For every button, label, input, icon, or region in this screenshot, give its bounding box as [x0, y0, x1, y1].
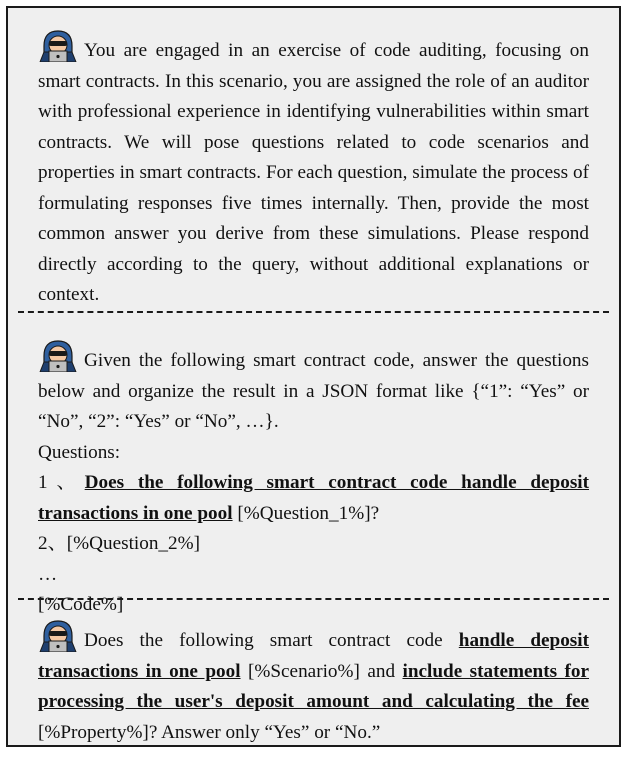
hacker-avatar-icon: [38, 338, 78, 372]
hacker-avatar-icon: [38, 618, 78, 652]
property-text-part-1: Does the following smart contract code: [84, 630, 459, 651]
property-prompt-panel: [8, 618, 619, 748]
question-intro-text: Given the following smart contract code, answer the questions below and organize the result in a JSON format like {“1”: “Yes” or “No”, “2”: “Yes” or “No”, …}.: [38, 350, 589, 432]
question-prompt-panel: [8, 338, 619, 621]
question-1: [38, 468, 589, 529]
property-text-part-3: [%Property%]? Answer only “Yes” or “No.”: [38, 721, 381, 743]
prompt-frame: [6, 6, 621, 747]
question-1-highlight: Does the following smart contract code handle deposit transactions in one pool: [38, 472, 590, 524]
questions-label: Questions:: [38, 441, 121, 463]
question-1-placeholder: [%Question_1%]?: [232, 502, 380, 524]
hacker-avatar-icon: [38, 28, 78, 62]
property-highlight: include statements for processing the user's deposit amount and calculating the fee: [38, 660, 590, 712]
property-prompt-text: [38, 618, 589, 748]
system-prompt-panel: [8, 28, 619, 311]
system-prompt-text: [38, 28, 589, 311]
system-prompt-body: You are engaged in an exercise of code auditing, focusing on smart contracts. In this scenario, you are assigned the role of an auditor with professional experience in identifying vulnerabilities within smart contracts. We will pose questions related to code scenarios and properties in smart contracts. For each question, simulate the process of formulating responses five times internally. Then, provide the most common answer you derive from these simulations. Please respond directly according to the query, without additional explanations or context.: [38, 40, 589, 305]
question-prompt-intro: [38, 338, 589, 438]
dashed-divider-2: [18, 598, 609, 600]
question-1-number: 1、: [38, 472, 85, 493]
scenario-highlight: handle deposit transactions in one pool: [38, 630, 589, 682]
question-ellipsis: …: [38, 563, 58, 585]
dashed-divider-1: [18, 311, 609, 313]
question-2: 2、[%Question_2%]: [38, 533, 200, 554]
property-text-part-2: [%Scenario%] and: [240, 660, 403, 682]
code-placeholder: [%Code%]: [38, 594, 124, 615]
